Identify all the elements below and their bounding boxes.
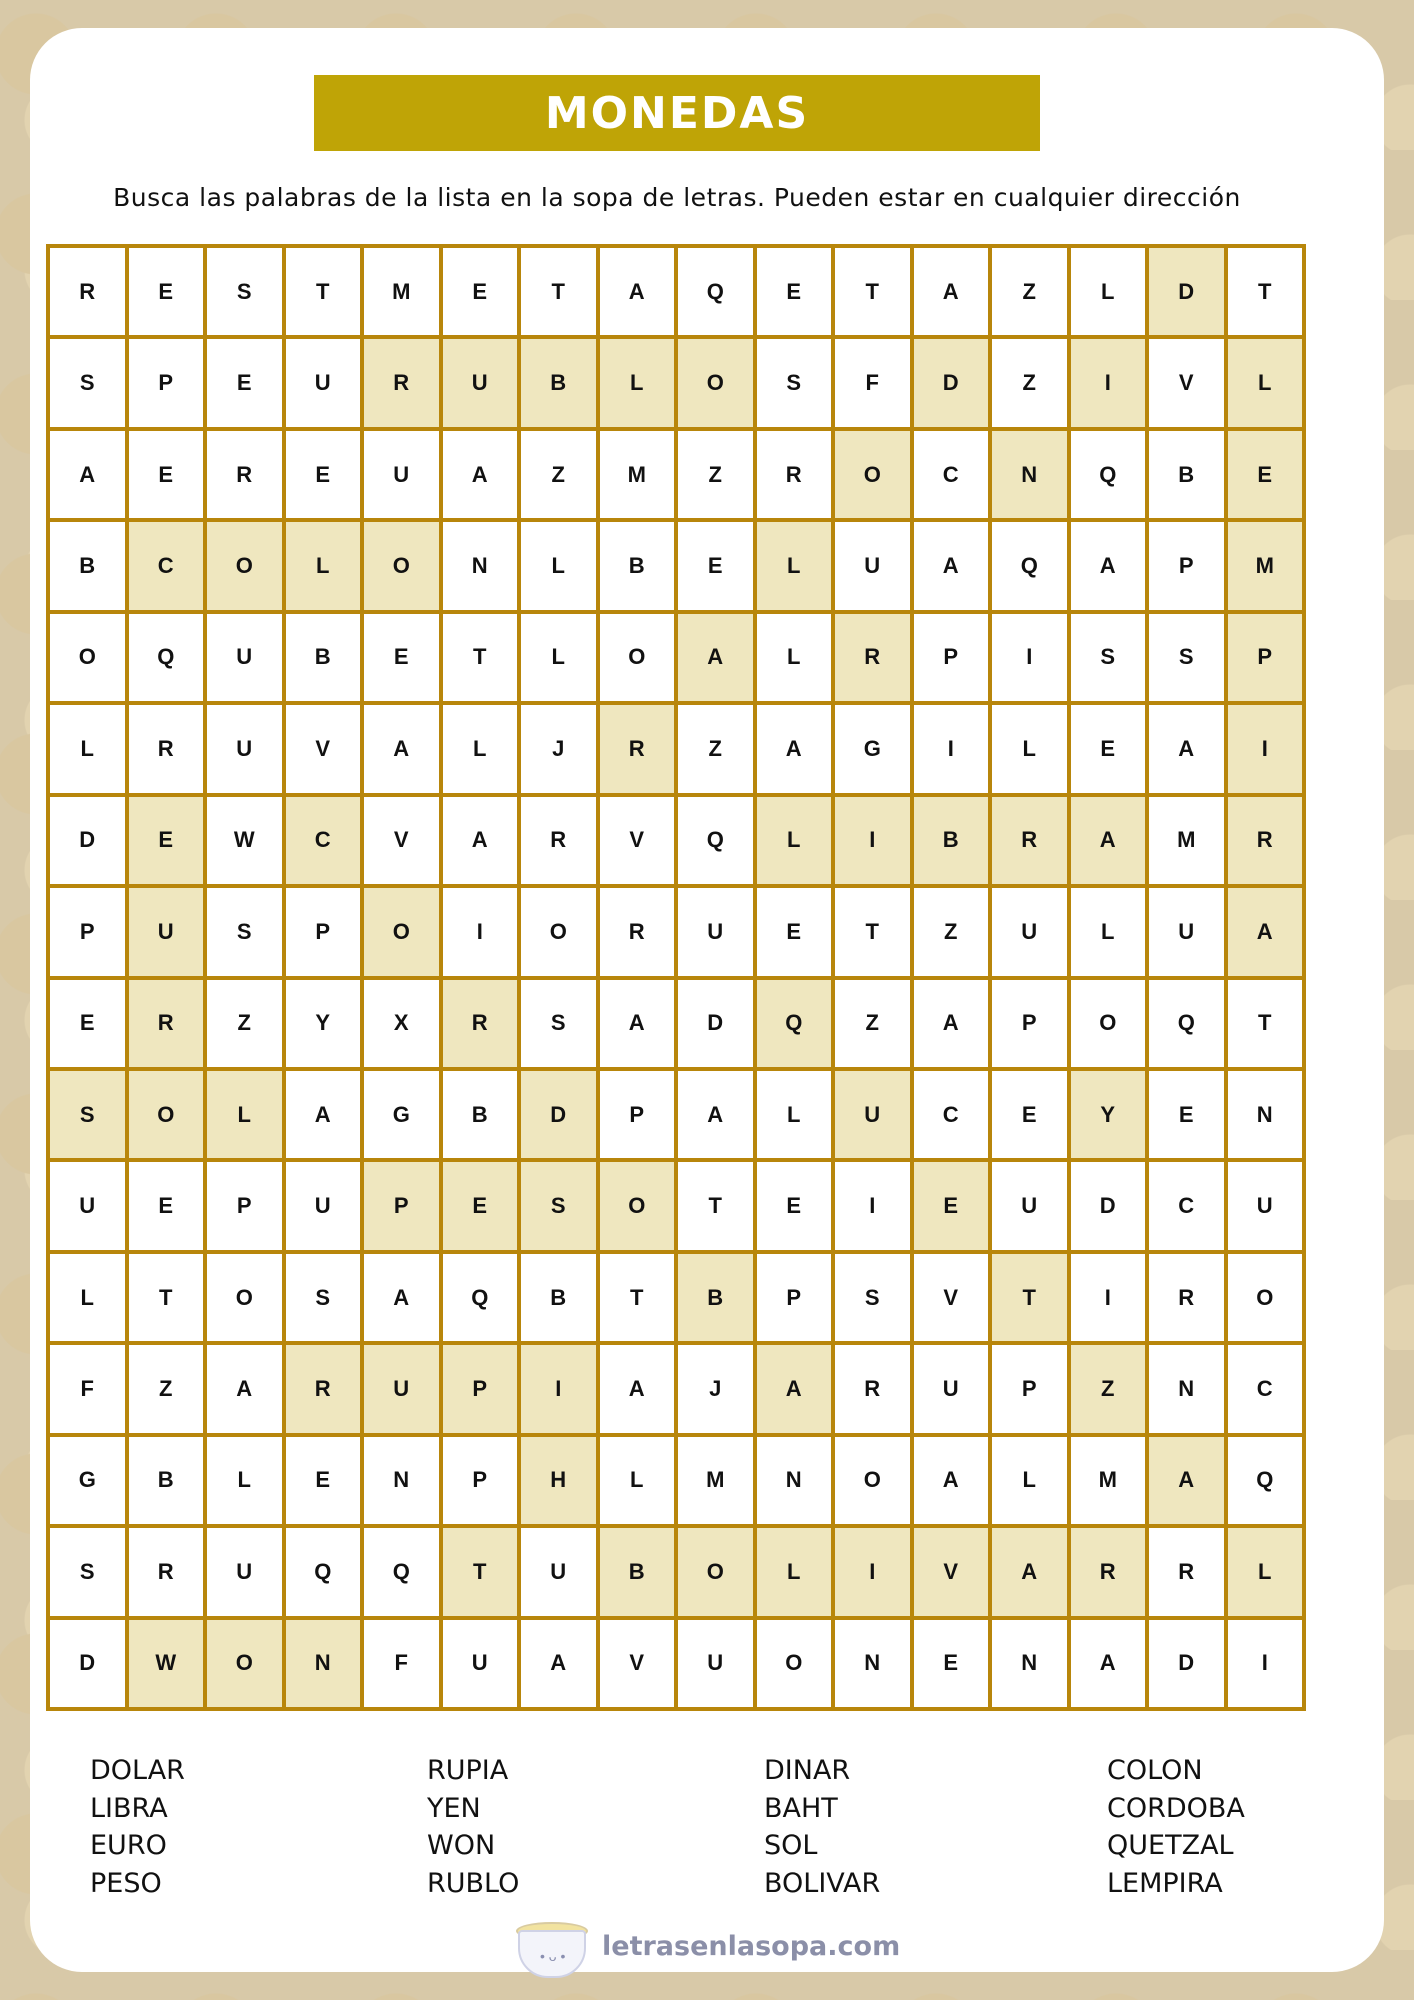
grid-cell[interactable]: P <box>443 1345 518 1432</box>
grid-cell[interactable]: O <box>207 1254 282 1341</box>
grid-cell[interactable]: L <box>286 522 361 609</box>
grid-cell[interactable]: L <box>757 1071 832 1158</box>
grid-cell[interactable]: P <box>443 1437 518 1524</box>
grid-cell[interactable]: E <box>914 1620 989 1707</box>
grid-cell[interactable]: U <box>207 705 282 792</box>
grid-cell[interactable]: Q <box>992 522 1067 609</box>
grid-cell[interactable]: A <box>443 797 518 884</box>
grid-cell[interactable]: P <box>286 888 361 975</box>
grid-cell[interactable]: S <box>286 1254 361 1341</box>
grid-cell[interactable]: U <box>835 522 910 609</box>
grid-cell[interactable]: R <box>129 705 204 792</box>
grid-cell[interactable]: M <box>1149 797 1224 884</box>
grid-cell[interactable]: A <box>914 980 989 1067</box>
grid-cell[interactable]: A <box>1071 797 1146 884</box>
grid-cell[interactable]: U <box>286 339 361 426</box>
grid-cell[interactable]: O <box>678 339 753 426</box>
grid-cell[interactable]: E <box>129 431 204 518</box>
grid-cell[interactable]: Y <box>286 980 361 1067</box>
grid-cell[interactable]: S <box>521 1162 596 1249</box>
grid-cell[interactable]: D <box>50 1620 125 1707</box>
grid-cell[interactable]: S <box>1149 614 1224 701</box>
grid-cell[interactable]: A <box>757 1345 832 1432</box>
word-list-item: RUPIA <box>427 1755 509 1786</box>
word-list-item: PESO <box>90 1867 162 1899</box>
word-list-item: BOLIVAR <box>764 1867 881 1899</box>
grid-cell[interactable]: R <box>835 1345 910 1432</box>
word-list-item: DOLAR <box>90 1755 185 1786</box>
grid-cell[interactable]: E <box>1071 705 1146 792</box>
grid-cell[interactable]: B <box>50 522 125 609</box>
grid-cell[interactable]: A <box>914 1437 989 1524</box>
grid-cell[interactable]: S <box>50 1071 125 1158</box>
grid-cell[interactable]: U <box>992 1162 1067 1249</box>
grid-cell[interactable]: P <box>992 1345 1067 1432</box>
grid-cell[interactable]: Z <box>129 1345 204 1432</box>
grid-cell[interactable]: T <box>1228 248 1303 335</box>
grid-cell[interactable]: B <box>129 1437 204 1524</box>
grid-cell[interactable]: S <box>757 339 832 426</box>
grid-cell[interactable]: C <box>286 797 361 884</box>
grid-cell[interactable]: R <box>600 705 675 792</box>
grid-cell[interactable]: S <box>50 339 125 426</box>
grid-cell[interactable]: E <box>443 248 518 335</box>
grid-cell[interactable]: A <box>50 431 125 518</box>
grid-cell[interactable]: U <box>992 888 1067 975</box>
grid-cell[interactable]: E <box>50 980 125 1067</box>
grid-cell[interactable]: L <box>207 1437 282 1524</box>
grid-cell[interactable]: L <box>207 1071 282 1158</box>
grid-cell[interactable]: P <box>207 1162 282 1249</box>
grid-cell[interactable]: Q <box>129 614 204 701</box>
grid-cell[interactable]: O <box>600 1162 675 1249</box>
grid-cell[interactable]: T <box>600 1254 675 1341</box>
page-title: MONEDAS <box>314 75 1040 151</box>
grid-cell[interactable]: U <box>835 1071 910 1158</box>
grid-cell[interactable]: B <box>914 797 989 884</box>
grid-cell[interactable]: A <box>1149 705 1224 792</box>
grid-cell[interactable]: Z <box>914 888 989 975</box>
grid-cell[interactable]: O <box>600 614 675 701</box>
grid-cell[interactable]: E <box>757 888 832 975</box>
grid-cell[interactable]: A <box>992 1528 1067 1615</box>
grid-cell[interactable]: B <box>443 1071 518 1158</box>
grid-cell[interactable]: S <box>207 888 282 975</box>
grid-cell[interactable]: L <box>1071 248 1146 335</box>
grid-cell[interactable]: Y <box>1071 1071 1146 1158</box>
grid-cell[interactable]: A <box>600 248 675 335</box>
grid-cell[interactable]: Q <box>1149 980 1224 1067</box>
grid-cell[interactable]: P <box>914 614 989 701</box>
grid-cell[interactable]: O <box>207 522 282 609</box>
grid-cell[interactable]: I <box>835 797 910 884</box>
grid-cell[interactable]: R <box>521 797 596 884</box>
grid-cell[interactable]: Q <box>678 797 753 884</box>
grid-cell[interactable]: U <box>207 614 282 701</box>
grid-cell[interactable]: N <box>364 1437 439 1524</box>
grid-cell[interactable]: Z <box>521 431 596 518</box>
grid-cell[interactable]: I <box>914 705 989 792</box>
grid-cell[interactable]: A <box>1149 1437 1224 1524</box>
grid-cell[interactable]: L <box>992 705 1067 792</box>
grid-cell[interactable]: Z <box>992 339 1067 426</box>
grid-cell[interactable]: O <box>1071 980 1146 1067</box>
grid-cell[interactable]: E <box>286 431 361 518</box>
grid-cell[interactable]: A <box>1071 522 1146 609</box>
grid-cell[interactable]: L <box>1071 888 1146 975</box>
grid-cell[interactable]: D <box>1071 1162 1146 1249</box>
word-list-item: LIBRA <box>90 1792 168 1824</box>
grid-cell[interactable]: I <box>443 888 518 975</box>
grid-cell[interactable]: B <box>521 339 596 426</box>
grid-cell[interactable]: O <box>835 431 910 518</box>
grid-cell[interactable]: Z <box>992 248 1067 335</box>
grid-cell[interactable]: N <box>835 1620 910 1707</box>
grid-cell[interactable]: Q <box>757 980 832 1067</box>
grid-cell[interactable]: T <box>835 248 910 335</box>
grid-cell[interactable]: A <box>600 1345 675 1432</box>
grid-cell[interactable]: N <box>992 1620 1067 1707</box>
grid-cell[interactable]: L <box>757 797 832 884</box>
grid-cell[interactable]: S <box>835 1254 910 1341</box>
grid-cell[interactable]: A <box>364 1254 439 1341</box>
grid-cell[interactable]: M <box>1228 522 1303 609</box>
grid-cell[interactable]: L <box>521 614 596 701</box>
grid-cell[interactable]: B <box>600 1528 675 1615</box>
grid-cell[interactable]: A <box>600 980 675 1067</box>
grid-cell[interactable]: G <box>364 1071 439 1158</box>
grid-cell[interactable]: F <box>364 1620 439 1707</box>
word-column <box>90 1752 185 1902</box>
grid-cell[interactable]: E <box>757 1162 832 1249</box>
grid-cell[interactable]: E <box>678 522 753 609</box>
grid-cell[interactable]: L <box>992 1437 1067 1524</box>
grid-cell[interactable]: V <box>914 1528 989 1615</box>
grid-cell[interactable]: Q <box>678 248 753 335</box>
grid-cell[interactable]: R <box>129 1528 204 1615</box>
grid-cell[interactable]: E <box>129 1162 204 1249</box>
grid-cell[interactable]: Q <box>443 1254 518 1341</box>
grid-cell[interactable]: P <box>1228 614 1303 701</box>
grid-cell[interactable]: P <box>364 1162 439 1249</box>
grid-cell[interactable]: T <box>992 1254 1067 1341</box>
grid-cell[interactable]: J <box>678 1345 753 1432</box>
grid-cell[interactable]: R <box>757 431 832 518</box>
grid-cell[interactable]: L <box>1228 1528 1303 1615</box>
grid-cell[interactable]: P <box>992 980 1067 1067</box>
grid-cell[interactable]: Q <box>1228 1437 1303 1524</box>
grid-cell[interactable]: T <box>286 248 361 335</box>
grid-cell[interactable]: R <box>600 888 675 975</box>
grid-cell[interactable]: Q <box>364 1528 439 1615</box>
grid-cell[interactable]: U <box>1228 1162 1303 1249</box>
grid-cell[interactable]: R <box>207 431 282 518</box>
grid-cell[interactable]: H <box>521 1437 596 1524</box>
grid-cell[interactable]: I <box>992 614 1067 701</box>
grid-cell[interactable]: A <box>914 522 989 609</box>
grid-cell[interactable]: T <box>678 1162 753 1249</box>
grid-cell[interactable]: P <box>600 1071 675 1158</box>
grid-cell[interactable]: B <box>600 522 675 609</box>
grid-cell[interactable]: B <box>521 1254 596 1341</box>
grid-cell[interactable]: L <box>757 1528 832 1615</box>
grid-cell[interactable]: O <box>521 888 596 975</box>
grid-cell[interactable]: A <box>914 248 989 335</box>
grid-cell[interactable]: A <box>286 1071 361 1158</box>
grid-cell[interactable]: E <box>129 248 204 335</box>
grid-cell[interactable]: I <box>521 1345 596 1432</box>
grid-cell[interactable]: X <box>364 980 439 1067</box>
grid-cell[interactable]: I <box>1228 1620 1303 1707</box>
grid-cell[interactable]: D <box>50 797 125 884</box>
grid-cell[interactable]: U <box>678 888 753 975</box>
grid-cell[interactable]: A <box>443 431 518 518</box>
grid-cell[interactable]: M <box>364 248 439 335</box>
grid-cell[interactable]: B <box>678 1254 753 1341</box>
grid-cell[interactable]: Z <box>1071 1345 1146 1432</box>
grid-cell[interactable]: E <box>992 1071 1067 1158</box>
grid-cell[interactable]: C <box>129 522 204 609</box>
grid-cell[interactable]: J <box>521 705 596 792</box>
word-list-item: EURO <box>90 1830 167 1861</box>
grid-cell[interactable]: C <box>1149 1162 1224 1249</box>
grid-cell[interactable]: N <box>757 1437 832 1524</box>
grid-cell[interactable]: I <box>1071 1254 1146 1341</box>
grid-cell[interactable]: Z <box>207 980 282 1067</box>
grid-cell[interactable]: A <box>364 705 439 792</box>
grid-cell[interactable]: V <box>600 1620 675 1707</box>
grid-cell[interactable]: A <box>521 1620 596 1707</box>
word-list-item: COLON <box>1107 1755 1203 1786</box>
grid-cell[interactable]: A <box>678 1071 753 1158</box>
word-column <box>427 1752 519 1902</box>
grid-cell[interactable]: O <box>50 614 125 701</box>
word-list-item: DINAR <box>764 1755 851 1786</box>
grid-cell[interactable]: R <box>443 980 518 1067</box>
grid-cell[interactable]: A <box>207 1345 282 1432</box>
grid-cell[interactable]: U <box>443 339 518 426</box>
grid-cell[interactable]: U <box>678 1620 753 1707</box>
grid-cell[interactable]: V <box>600 797 675 884</box>
grid-cell[interactable]: T <box>443 614 518 701</box>
grid-cell[interactable]: D <box>678 980 753 1067</box>
grid-cell[interactable]: R <box>129 980 204 1067</box>
word-list-item: BAHT <box>764 1792 838 1824</box>
grid-cell[interactable]: D <box>521 1071 596 1158</box>
grid-cell[interactable]: V <box>914 1254 989 1341</box>
grid-cell[interactable]: R <box>286 1345 361 1432</box>
footer-brand <box>510 1916 900 1976</box>
grid-cell[interactable]: E <box>1228 431 1303 518</box>
grid-cell[interactable]: R <box>992 797 1067 884</box>
grid-cell[interactable]: E <box>443 1162 518 1249</box>
grid-cell[interactable]: I <box>1228 705 1303 792</box>
grid-cell[interactable]: L <box>521 522 596 609</box>
grid-cell[interactable]: M <box>678 1437 753 1524</box>
word-list-item: LEMPIRA <box>1107 1867 1223 1899</box>
word-search-grid <box>46 244 1306 1711</box>
grid-cell[interactable]: I <box>835 1162 910 1249</box>
grid-cell[interactable]: E <box>1149 1071 1224 1158</box>
grid-cell[interactable]: O <box>129 1071 204 1158</box>
grid-cell[interactable]: U <box>364 1345 439 1432</box>
grid-cell[interactable]: D <box>1149 1620 1224 1707</box>
grid-cell[interactable]: U <box>914 1345 989 1432</box>
word-list-item: WON <box>427 1830 496 1861</box>
grid-cell[interactable]: T <box>129 1254 204 1341</box>
grid-cell[interactable]: A <box>1228 888 1303 975</box>
grid-cell[interactable]: L <box>757 522 832 609</box>
grid-cell[interactable]: T <box>443 1528 518 1615</box>
word-list-item: SOL <box>764 1830 818 1861</box>
grid-cell[interactable]: V <box>286 705 361 792</box>
grid-cell[interactable]: E <box>364 614 439 701</box>
grid-cell[interactable]: O <box>1228 1254 1303 1341</box>
grid-cell[interactable]: P <box>129 339 204 426</box>
word-list <box>90 1752 1330 1912</box>
grid-cell[interactable]: O <box>757 1620 832 1707</box>
grid-cell[interactable]: G <box>835 705 910 792</box>
grid-cell[interactable]: L <box>600 339 675 426</box>
grid-cell[interactable]: L <box>443 705 518 792</box>
grid-cell[interactable]: N <box>1228 1071 1303 1158</box>
grid-cell[interactable]: Z <box>835 980 910 1067</box>
grid-cell[interactable]: V <box>1149 339 1224 426</box>
grid-cell[interactable]: O <box>364 522 439 609</box>
grid-cell[interactable]: O <box>364 888 439 975</box>
grid-cell[interactable]: F <box>50 1345 125 1432</box>
grid-cell[interactable]: W <box>207 797 282 884</box>
grid-cell[interactable]: B <box>1149 431 1224 518</box>
grid-cell[interactable]: I <box>1071 339 1146 426</box>
grid-cell[interactable]: E <box>914 1162 989 1249</box>
grid-cell[interactable]: Z <box>678 705 753 792</box>
grid-cell[interactable]: D <box>1149 248 1224 335</box>
grid-cell[interactable]: B <box>286 614 361 701</box>
grid-cell[interactable]: R <box>1071 1528 1146 1615</box>
grid-cell[interactable]: U <box>129 888 204 975</box>
grid-cell[interactable]: R <box>50 248 125 335</box>
word-list-item: QUETZAL <box>1107 1830 1234 1861</box>
grid-cell[interactable]: A <box>757 705 832 792</box>
grid-cell[interactable]: N <box>443 522 518 609</box>
grid-cell[interactable]: O <box>835 1437 910 1524</box>
grid-cell[interactable]: O <box>207 1620 282 1707</box>
grid-cell[interactable]: N <box>286 1620 361 1707</box>
grid-cell[interactable]: I <box>835 1528 910 1615</box>
grid-cell[interactable]: R <box>364 339 439 426</box>
grid-cell[interactable]: U <box>50 1162 125 1249</box>
grid-cell[interactable]: U <box>1149 888 1224 975</box>
grid-cell[interactable]: C <box>1228 1345 1303 1432</box>
grid-cell[interactable]: N <box>1149 1345 1224 1432</box>
grid-cell[interactable]: S <box>1071 614 1146 701</box>
grid-cell[interactable]: Q <box>1071 431 1146 518</box>
grid-cell[interactable]: V <box>364 797 439 884</box>
brand-link[interactable]: letrasenlasopa.com <box>602 1930 901 1962</box>
grid-cell[interactable]: A <box>678 614 753 701</box>
grid-cell[interactable]: U <box>521 1528 596 1615</box>
grid-cell[interactable]: P <box>50 888 125 975</box>
grid-cell[interactable]: S <box>50 1528 125 1615</box>
grid-cell[interactable]: M <box>1071 1437 1146 1524</box>
grid-cell[interactable]: M <box>600 431 675 518</box>
grid-cell[interactable]: L <box>50 705 125 792</box>
grid-cell[interactable]: S <box>521 980 596 1067</box>
grid-cell[interactable]: E <box>207 339 282 426</box>
grid-cell[interactable]: L <box>757 614 832 701</box>
word-column <box>1107 1752 1245 1902</box>
grid-cell[interactable]: E <box>757 248 832 335</box>
grid-cell[interactable]: D <box>914 339 989 426</box>
grid-cell[interactable]: S <box>207 248 282 335</box>
word-list-item: YEN <box>427 1792 481 1824</box>
grid-cell[interactable]: W <box>129 1620 204 1707</box>
grid-cell[interactable]: L <box>50 1254 125 1341</box>
grid-cell[interactable]: P <box>757 1254 832 1341</box>
grid-cell[interactable]: U <box>364 431 439 518</box>
grid-cell[interactable]: T <box>521 248 596 335</box>
grid-cell[interactable]: C <box>914 1071 989 1158</box>
grid-cell[interactable]: E <box>129 797 204 884</box>
word-list-item: CORDOBA <box>1107 1792 1245 1824</box>
bowl-mascot-icon: • ᴗ • <box>510 1916 590 1976</box>
grid-cell[interactable]: P <box>1149 522 1224 609</box>
grid-cell[interactable]: O <box>678 1528 753 1615</box>
grid-cell[interactable]: R <box>1228 797 1303 884</box>
grid-cell[interactable]: C <box>914 431 989 518</box>
grid-cell[interactable]: L <box>600 1437 675 1524</box>
grid-cell[interactable]: U <box>443 1620 518 1707</box>
grid-cell[interactable]: Z <box>678 431 753 518</box>
grid-cell[interactable]: E <box>286 1437 361 1524</box>
grid-cell[interactable]: R <box>1149 1528 1224 1615</box>
grid-cell[interactable]: A <box>1071 1620 1146 1707</box>
word-list-item: RUBLO <box>427 1867 520 1899</box>
grid-cell[interactable]: R <box>835 614 910 701</box>
grid-cell[interactable]: T <box>835 888 910 975</box>
instructions-text: Busca las palabras de la lista en la sopa de letras. Pueden estar en cualquier dirección <box>113 183 1241 212</box>
grid-cell[interactable]: R <box>1149 1254 1224 1341</box>
grid-cell[interactable]: G <box>50 1437 125 1524</box>
grid-cell[interactable]: N <box>992 431 1067 518</box>
grid-cell[interactable]: Q <box>286 1528 361 1615</box>
grid-cell[interactable]: F <box>835 339 910 426</box>
grid-cell[interactable]: U <box>286 1162 361 1249</box>
word-column <box>764 1752 880 1902</box>
grid-cell[interactable]: U <box>207 1528 282 1615</box>
grid-cell[interactable]: L <box>1228 339 1303 426</box>
grid-cell[interactable]: T <box>1228 980 1303 1067</box>
